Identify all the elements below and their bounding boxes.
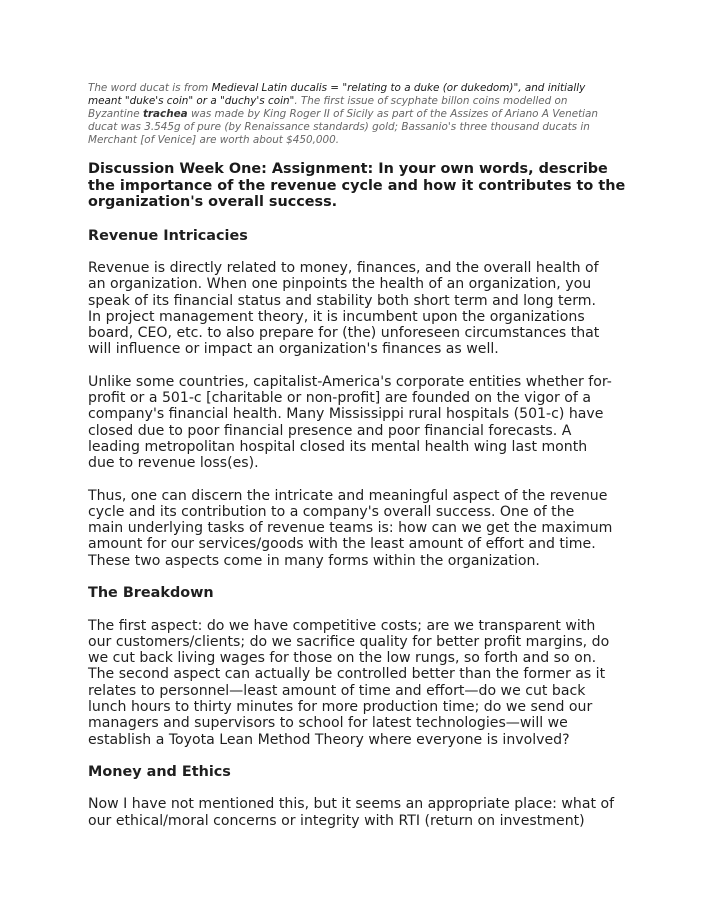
paragraph-line: an organization. When one pinpoints the health of an organization, you (88, 276, 592, 293)
body-paragraph (88, 374, 633, 472)
footnote-line (88, 121, 633, 134)
footnote-text: Medieval Latin ducalis = "relating to a duke (or dukedom)", and initially (211, 82, 586, 94)
footnote-line (88, 134, 633, 147)
footnote-text: ducat was 3.545g of pure (by Renaissance standards) gold; Bassanio's three thousand ducats in (88, 121, 590, 133)
footnote-line (88, 95, 633, 108)
assignment-line: the importance of the revenue cycle and how it contributes to the (88, 177, 626, 194)
paragraph-line: our customers/clients; do we sacrifice quality for better profit margins, do (88, 633, 610, 650)
paragraph-line: speak of its financial status and stability both short term and long term. (88, 292, 596, 309)
paragraph-line: our ethical/moral concerns or integrity with RTI (return on investment) (88, 812, 585, 829)
paragraph-line: These two aspects come in many forms within the organization. (88, 552, 540, 569)
paragraph-line: main underlying tasks of revenue teams is: how can we get the maximum (88, 520, 613, 537)
section-heading: Revenue Intricacies (88, 227, 248, 244)
paragraph-line: cycle and its contribution to a company's overall success. One of the (88, 503, 575, 520)
paragraph-line: due to revenue loss(es). (88, 455, 259, 472)
paragraph-line: establish a Toyota Lean Method Theory where everyone is involved? (88, 731, 570, 748)
paragraph-line: lunch hours to thirty minutes for more production time; do we send our (88, 699, 593, 716)
paragraph-line: profit or a 501-c [charitable or non-profit] are founded on the vigor of a (88, 390, 591, 407)
paragraph-line: will influence or impact an organization's finances as well. (88, 341, 499, 358)
footnote-emphasis: trachea (142, 108, 188, 120)
ducat-footnote (88, 82, 633, 147)
assignment-prompt (88, 161, 633, 211)
paragraph-line: relates to personnel—least amount of time and effort—do we cut back (88, 682, 586, 699)
paragraph-line: Thus, one can discern the intricate and meaningful aspect of the revenue (88, 487, 608, 504)
section-heading: The Breakdown (88, 585, 214, 602)
document-page (88, 82, 633, 845)
footnote-text: meant "duke's coin" or a "duchy's coin" (88, 95, 295, 107)
footnote-line (88, 108, 633, 121)
paragraph-line: we cut back living wages for those on the low rungs, so forth and so on. (88, 650, 597, 667)
footnote-text: Merchant [of Venice] are worth about $450,000. (88, 134, 340, 146)
paragraph-line: Revenue is directly related to money, finances, and the overall health of (88, 260, 599, 276)
paragraph-line: amount for our services/goods with the least amount of effort and time. (88, 536, 596, 553)
paragraph-line: Now I have not mentioned this, but it seems an appropriate place: what of (88, 796, 615, 813)
paragraph-line: board, CEO, etc. to also prepare for (the) unforeseen circumstances that (88, 325, 600, 342)
section-heading: Money and Ethics (88, 763, 231, 780)
footnote-line (88, 82, 633, 95)
footnote-text: . The first issue of scyphate billon coins modelled on (294, 95, 568, 107)
paragraph-line: The first aspect: do we have competitive costs; are we transparent with (88, 617, 596, 634)
footnote-text: was made by King Roger II of Sicily as part of the Assizes of Ariano A Venetian (187, 108, 599, 120)
paragraph-line: closed due to poor financial presence and poor financial forecasts. A (88, 422, 572, 439)
paragraph-line: In project management theory, it is incumbent upon the organizations (88, 308, 585, 325)
paragraph-line: leading metropolitan hospital closed its mental health wing last month (88, 438, 588, 455)
assignment-line: organization's overall success. (88, 194, 338, 210)
body-paragraph (88, 618, 633, 748)
paragraph-line: Unlike some countries, capitalist-America's corporate entities whether for- (88, 373, 612, 390)
paragraph-line: The second aspect can actually be controlled better than the former as it (88, 666, 606, 683)
assignment-line: Discussion Week One: Assignment: In your own words, describe (88, 161, 608, 177)
essay-body (88, 228, 633, 830)
paragraph-line: managers and supervisors to school for latest technologies—will we (88, 715, 568, 732)
footnote-text: Byzantine (88, 108, 143, 120)
footnote-text: The word ducat is from (88, 82, 212, 94)
body-paragraph (88, 260, 633, 358)
paragraph-line: company's financial health. Many Mississippi rural hospitals (501-c) have (88, 406, 604, 423)
body-paragraph (88, 488, 633, 569)
body-paragraph (88, 796, 633, 829)
